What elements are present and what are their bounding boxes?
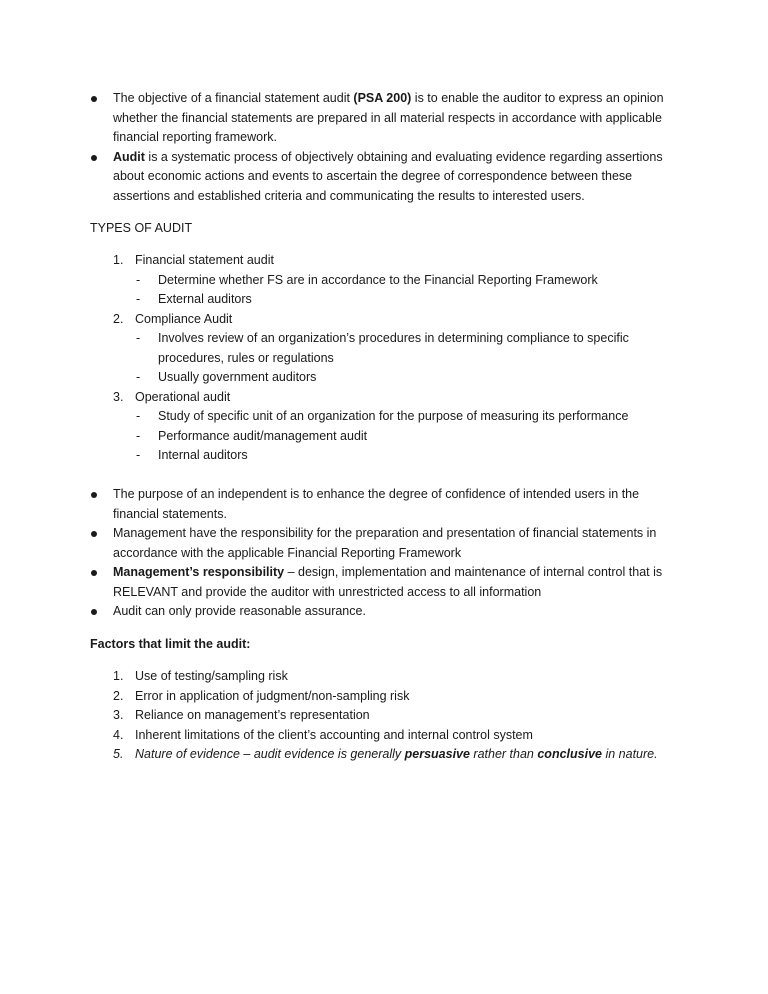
list-number: 2. xyxy=(113,688,124,703)
dash-marker: - xyxy=(136,428,141,443)
text-run: Error in application of judgment/non-sampling risk xyxy=(135,688,410,703)
paragraph-line xyxy=(113,109,662,128)
paragraph-line xyxy=(113,485,639,504)
list-number: 1. xyxy=(113,669,124,683)
paragraph-line xyxy=(113,128,277,147)
text-run: in nature. xyxy=(601,747,658,761)
text-run: whether the financial statements are prepared in all material respects in accordance with applicable xyxy=(113,110,662,125)
text-run: assertions and established criteria and communicating the results to interested users. xyxy=(113,188,585,203)
list-number: 5. xyxy=(113,747,124,761)
bold-term: Audit xyxy=(113,149,145,164)
sub-item-line: Study of specific unit of an organization for the purpose of measuring its performance xyxy=(158,409,629,423)
text-run: financial reporting framework. xyxy=(113,130,277,144)
list-number: 4. xyxy=(113,727,124,742)
sub-item-line: Performance audit/management audit xyxy=(158,428,368,443)
list-number: 3. xyxy=(113,708,124,722)
text-run: Inherent limitations of the client’s accounting and internal control system xyxy=(135,727,533,742)
list-number: 2. xyxy=(113,311,124,326)
paragraph-line xyxy=(113,505,227,524)
bold-term: conclusive xyxy=(537,747,602,761)
paragraph-line xyxy=(113,583,541,602)
bullet-dot xyxy=(91,570,97,576)
factor-item xyxy=(135,706,370,725)
list-number: 3. xyxy=(113,389,124,404)
paragraph-line xyxy=(113,602,366,621)
text-run: is a systematic process of objectively obtaining and evaluating evidence regarding assertions xyxy=(144,149,663,164)
dash-marker: - xyxy=(136,370,141,384)
text-run: Nature of evidence – audit evidence is generally xyxy=(135,747,405,761)
bold-term: (PSA 200) xyxy=(353,91,412,105)
list-number: 1. xyxy=(113,253,124,267)
paragraph-line xyxy=(113,563,662,582)
sub-item-line: procedures, rules or regulations xyxy=(158,350,334,365)
bold-term: persuasive xyxy=(404,747,470,761)
bullet-dot xyxy=(91,609,97,615)
factor-item xyxy=(135,745,658,764)
paragraph-line xyxy=(113,524,656,543)
text-run: Management have the responsibility for the preparation and presentation of financial statements in xyxy=(113,526,657,540)
text-run: Reliance on management’s representation xyxy=(135,708,370,722)
text-run: is to enable the auditor to express an opinion xyxy=(411,91,664,105)
dash-marker: - xyxy=(136,409,141,423)
text-run: about economic actions and events to ascertain the degree of correspondence between these xyxy=(113,169,633,183)
dash-marker: - xyxy=(136,331,141,345)
paragraph-line xyxy=(113,89,664,108)
sub-item-line: Internal auditors xyxy=(158,448,248,462)
factor-item xyxy=(135,726,533,745)
paragraph-line xyxy=(113,148,663,167)
dash-marker: - xyxy=(136,448,141,462)
text-run: RELEVANT and provide the auditor with unrestricted access to all information xyxy=(113,584,542,599)
sub-item-line: External auditors xyxy=(158,292,252,306)
dash-marker: - xyxy=(136,272,141,287)
sub-item-line: Usually government auditors xyxy=(158,370,317,384)
bullet-dot xyxy=(91,531,97,537)
bold-term: Management’s responsibility xyxy=(113,565,285,579)
text-run: Audit can only provide reasonable assurance. xyxy=(113,604,366,618)
text-run: financial statements. xyxy=(113,506,227,521)
sub-item-line: Involves review of an organization’s procedures in determining compliance to specific xyxy=(158,331,629,345)
paragraph-line xyxy=(113,187,585,206)
list-item-label: Compliance Audit xyxy=(135,311,233,326)
bullet-dot xyxy=(91,96,97,102)
list-item-label: Operational audit xyxy=(135,389,231,404)
text-run: accordance with the applicable Financial Reporting Framework xyxy=(113,545,462,560)
text-run: The purpose of an independent is to enhance the degree of confidence of intended users in the xyxy=(113,487,640,501)
bullet-dot xyxy=(91,155,97,161)
text-run: rather than xyxy=(469,747,538,761)
types-heading: TYPES OF AUDIT xyxy=(90,221,193,235)
text-run: Use of testing/sampling risk xyxy=(135,669,288,683)
sub-item-line: Determine whether FS are in accordance to the Financial Reporting Framework xyxy=(158,272,598,287)
text-run: The objective of a financial statement audit xyxy=(113,91,354,105)
factor-item xyxy=(135,667,288,686)
bullet-dot xyxy=(91,492,97,498)
dash-marker: - xyxy=(136,292,141,306)
text-run: – design, implementation and maintenance of internal control that is xyxy=(284,565,663,579)
list-item-label: Financial statement audit xyxy=(135,253,274,267)
factors-heading: Factors that limit the audit: xyxy=(90,637,251,651)
paragraph-line xyxy=(113,544,461,563)
factor-item xyxy=(135,687,409,706)
paragraph-line xyxy=(113,167,632,186)
